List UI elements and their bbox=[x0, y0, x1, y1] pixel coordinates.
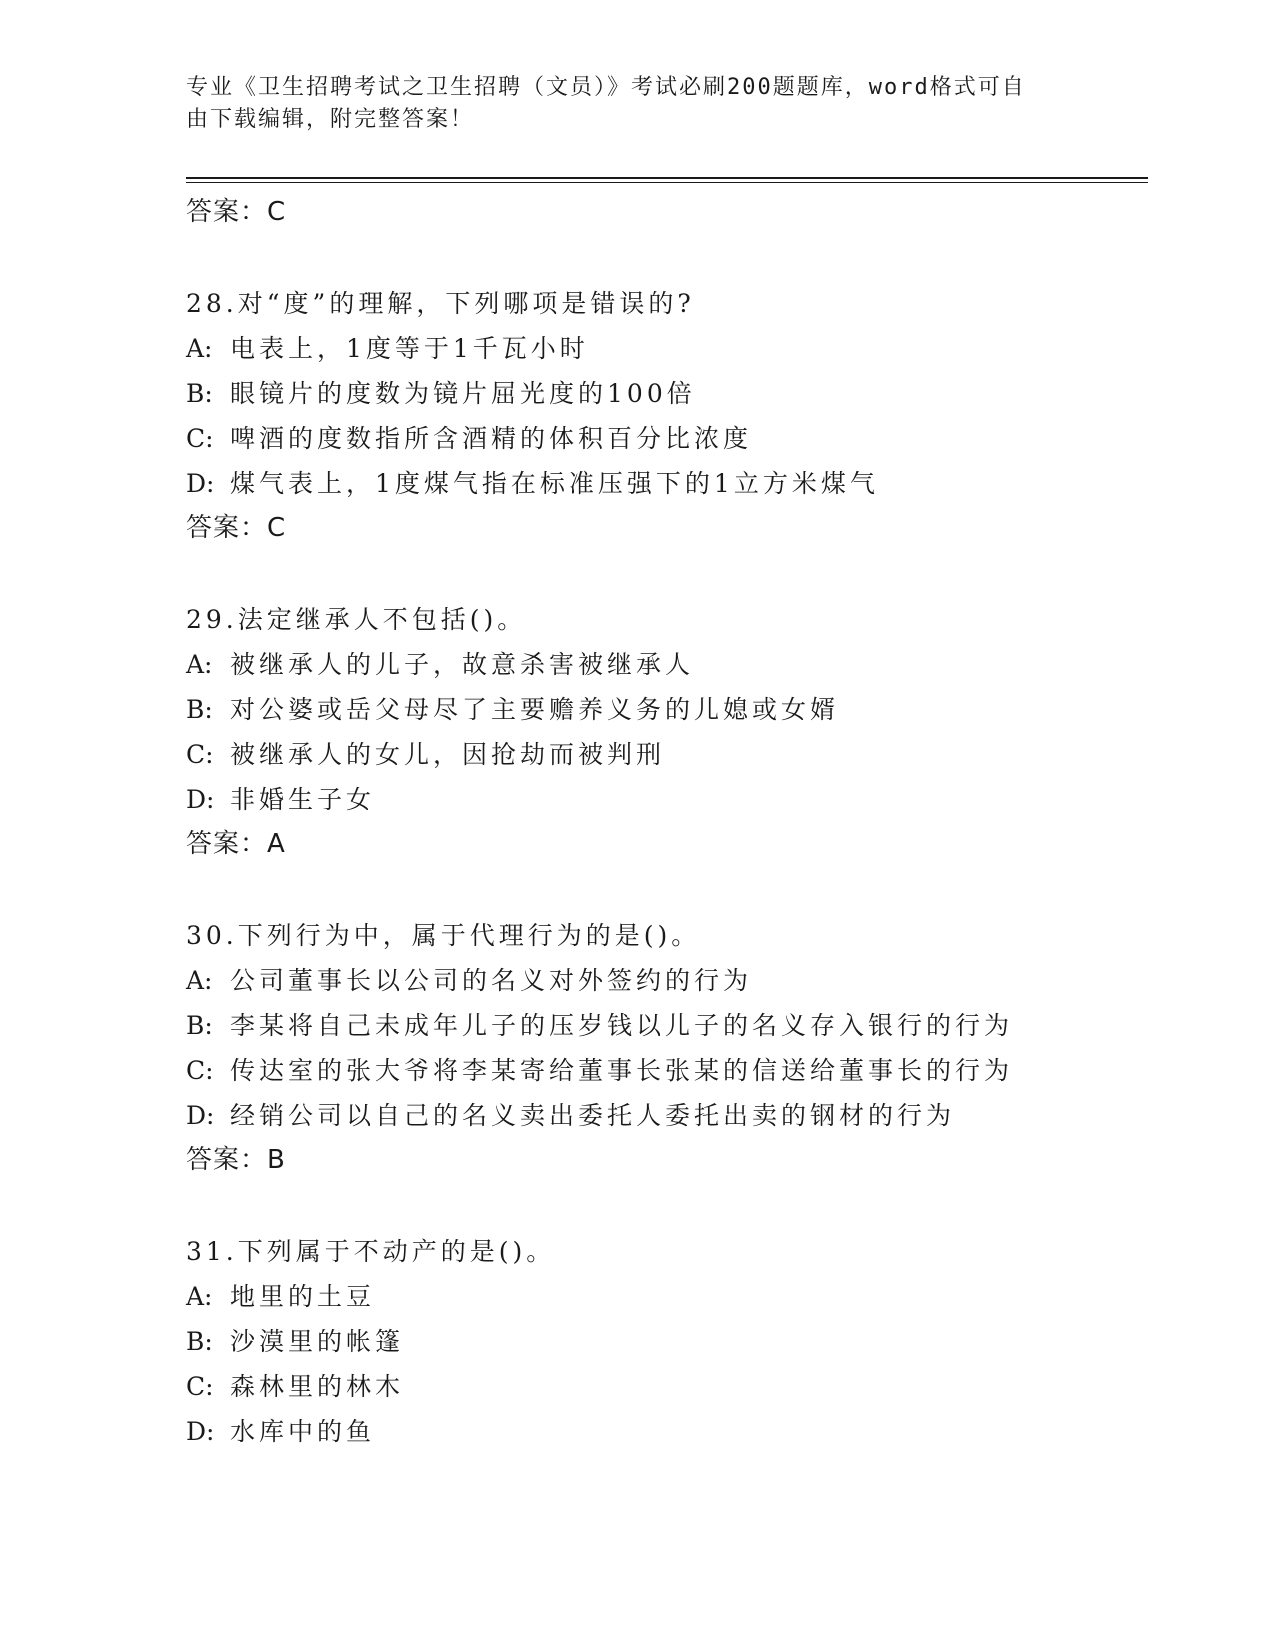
answer-line: 答案：A bbox=[186, 829, 286, 859]
option-letter: B: bbox=[186, 1011, 213, 1040]
option-text: 地里的土豆 bbox=[230, 1282, 376, 1311]
option-text: 传达室的张大爷将李某寄给董事长张某的信送给董事长的行为 bbox=[230, 1056, 1014, 1085]
option-letter: B: bbox=[186, 695, 213, 724]
option-b bbox=[186, 1003, 1146, 1048]
option-a bbox=[186, 958, 1146, 1003]
option-letter: D: bbox=[186, 1101, 215, 1130]
option-a bbox=[186, 1274, 1146, 1319]
option-c bbox=[186, 1364, 1146, 1409]
option-text: 对公婆或岳父母尽了主要赡养义务的儿媳或女婿 bbox=[230, 695, 840, 724]
header-line-2: 由下载编辑，附完整答案！ bbox=[186, 107, 475, 132]
option-letter: B: bbox=[186, 1327, 213, 1356]
option-c bbox=[186, 732, 1146, 777]
option-text: 电表上，1度等于1千瓦小时 bbox=[230, 334, 589, 363]
option-text: 森林里的林木 bbox=[230, 1372, 405, 1401]
option-d bbox=[186, 777, 1146, 822]
option-text: 非婚生子女 bbox=[230, 785, 376, 814]
option-b bbox=[186, 687, 1146, 732]
option-text: 眼镜片的度数为镜片屈光度的100倍 bbox=[230, 379, 696, 408]
option-text: 经销公司以自己的名义卖出委托人委托出卖的钢材的行为 bbox=[230, 1101, 956, 1130]
answer-line: 答案：B bbox=[186, 1145, 286, 1175]
document-body bbox=[186, 190, 1146, 1454]
option-a bbox=[186, 642, 1146, 687]
option-letter: A: bbox=[186, 1282, 213, 1311]
option-text: 被继承人的儿子，故意杀害被继承人 bbox=[230, 650, 695, 679]
option-d bbox=[186, 1093, 1146, 1138]
question-stem: 28.对“度”的理解，下列哪项是错误的? bbox=[186, 289, 695, 318]
option-d bbox=[186, 1409, 1146, 1454]
question-30 bbox=[186, 913, 1146, 1183]
question-29 bbox=[186, 597, 1146, 867]
option-letter: D: bbox=[186, 469, 215, 498]
option-text: 沙漠里的帐篷 bbox=[230, 1327, 405, 1356]
option-text: 李某将自己未成年儿子的压岁钱以儿子的名义存入银行的行为 bbox=[230, 1011, 1014, 1040]
answer-line: 答案：C bbox=[186, 197, 287, 227]
document-header bbox=[186, 72, 1066, 136]
option-letter: A: bbox=[186, 966, 213, 995]
option-b bbox=[186, 1319, 1146, 1364]
option-text: 水库中的鱼 bbox=[230, 1417, 376, 1446]
option-c bbox=[186, 416, 1146, 461]
answer-line: 答案：C bbox=[186, 513, 287, 543]
option-letter: A: bbox=[186, 334, 213, 363]
option-text: 煤气表上，1度煤气指在标准压强下的1立方米煤气 bbox=[230, 469, 879, 498]
option-text: 啤酒的度数指所含酒精的体积百分比浓度 bbox=[230, 424, 753, 453]
option-letter: C: bbox=[186, 1372, 214, 1401]
option-letter: D: bbox=[186, 1417, 215, 1446]
question-stem: 29.法定继承人不包括()。 bbox=[186, 605, 527, 634]
option-a bbox=[186, 326, 1146, 371]
option-c bbox=[186, 1048, 1146, 1093]
header-rule-thin bbox=[186, 182, 1148, 183]
option-text: 公司董事长以公司的名义对外签约的行为 bbox=[230, 966, 753, 995]
question-31 bbox=[186, 1229, 1146, 1454]
option-letter: C: bbox=[186, 740, 214, 769]
header-rule-thick bbox=[186, 177, 1148, 179]
option-letter: A: bbox=[186, 650, 213, 679]
question-28 bbox=[186, 281, 1146, 551]
option-d bbox=[186, 461, 1146, 506]
question-stem: 30.下列行为中，属于代理行为的是()。 bbox=[186, 921, 701, 950]
option-text: 被继承人的女儿，因抢劫而被判刑 bbox=[230, 740, 666, 769]
option-letter: C: bbox=[186, 1056, 214, 1085]
header-line-1: 专业《卫生招聘考试之卫生招聘（文员）》考试必刷200题题库，word格式可自 bbox=[186, 75, 1026, 100]
option-letter: D: bbox=[186, 785, 215, 814]
option-letter: C: bbox=[186, 424, 214, 453]
option-letter: B: bbox=[186, 379, 213, 408]
question-stem: 31.下列属于不动产的是()。 bbox=[186, 1237, 556, 1266]
option-b bbox=[186, 371, 1146, 416]
